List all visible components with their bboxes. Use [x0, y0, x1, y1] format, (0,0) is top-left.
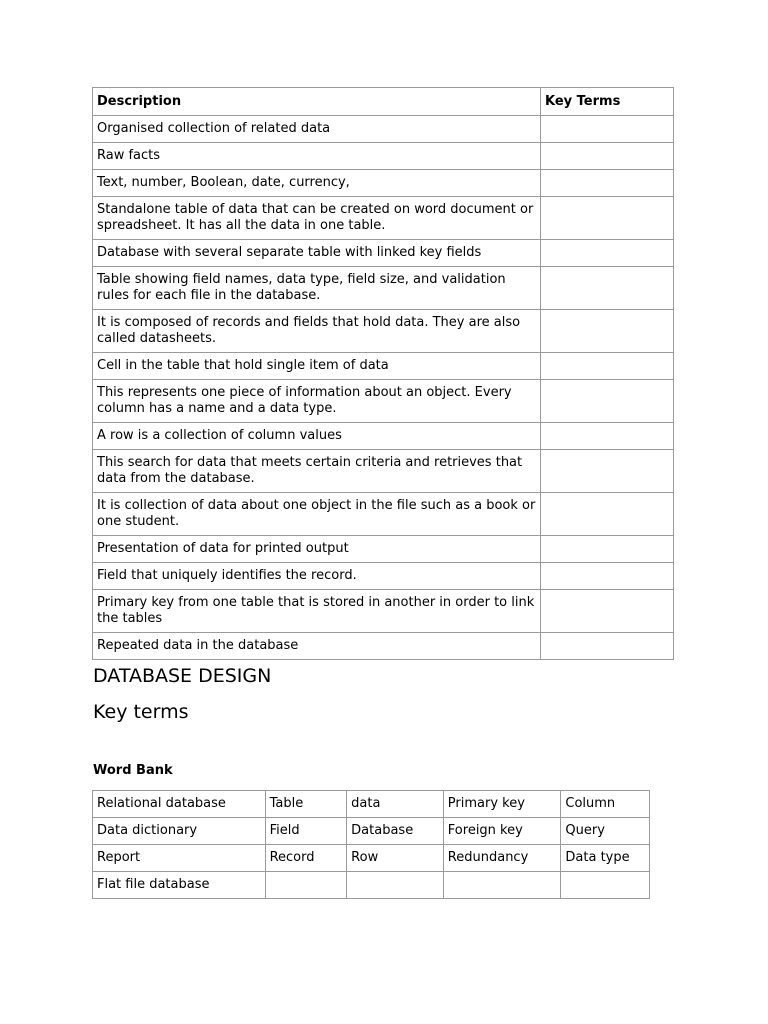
word-bank-row [93, 845, 650, 872]
key-term-cell [541, 380, 674, 423]
word-bank-cell: data [347, 791, 444, 818]
table-row [93, 143, 674, 170]
word-bank-cell: Query [561, 818, 650, 845]
table-row [93, 353, 674, 380]
table-row [93, 380, 674, 423]
word-bank-cell: Table [265, 791, 347, 818]
word-bank-cell: Primary key [443, 791, 561, 818]
word-bank-cell: Relational database [93, 791, 266, 818]
description-cell: It is composed of records and fields that hold data. They are also called datasheets. [93, 310, 541, 353]
key-term-cell [541, 240, 674, 267]
table-row [93, 310, 674, 353]
description-cell: This search for data that meets certain criteria and retrieves that data from the database. [93, 450, 541, 493]
key-term-cell [541, 170, 674, 197]
description-cell: Repeated data in the database [93, 633, 541, 660]
word-bank-cell [265, 872, 347, 899]
word-bank-cell: Column [561, 791, 650, 818]
key-term-cell [541, 590, 674, 633]
description-cell: Text, number, Boolean, date, currency, [93, 170, 541, 197]
word-bank-cell [347, 872, 444, 899]
word-bank-cell [443, 872, 561, 899]
description-cell: Organised collection of related data [93, 116, 541, 143]
word-bank-cell: Redundancy [443, 845, 561, 872]
key-term-cell [541, 633, 674, 660]
word-bank-row [93, 791, 650, 818]
description-cell: This represents one piece of information about an object. Every column has a name and a data type. [93, 380, 541, 423]
description-cell: A row is a collection of column values [93, 423, 541, 450]
key-term-cell [541, 116, 674, 143]
table-row [93, 170, 674, 197]
word-bank-row [93, 818, 650, 845]
table-row [93, 450, 674, 493]
table-row [93, 267, 674, 310]
key-term-cell [541, 536, 674, 563]
description-cell: Database with several separate table with linked key fields [93, 240, 541, 267]
key-term-cell [541, 353, 674, 380]
description-cell: Cell in the table that hold single item of data [93, 353, 541, 380]
document-subtitle: Key terms [93, 701, 189, 723]
word-bank-cell [561, 872, 650, 899]
key-terms-table [92, 87, 674, 660]
description-cell: Primary key from one table that is stored in another in order to link the tables [93, 590, 541, 633]
key-term-cell [541, 423, 674, 450]
description-cell: Presentation of data for printed output [93, 536, 541, 563]
key-term-cell [541, 267, 674, 310]
table-row [93, 493, 674, 536]
word-bank-label: Word Bank [93, 763, 173, 778]
description-header: Description [93, 88, 541, 116]
table-row [93, 423, 674, 450]
table-header-row [93, 88, 674, 116]
key-term-cell [541, 143, 674, 170]
table-row [93, 563, 674, 590]
table-row [93, 240, 674, 267]
key-term-cell [541, 563, 674, 590]
description-cell: Table showing field names, data type, field size, and validation rules for each file in the database. [93, 267, 541, 310]
key-term-cell [541, 310, 674, 353]
word-bank-cell: Database [347, 818, 444, 845]
key-term-cell [541, 197, 674, 240]
word-bank-cell: Record [265, 845, 347, 872]
key-term-cell [541, 450, 674, 493]
word-bank-cell: Foreign key [443, 818, 561, 845]
word-bank-cell: Data type [561, 845, 650, 872]
word-bank-row [93, 872, 650, 899]
table-row [93, 116, 674, 143]
table-row [93, 590, 674, 633]
word-bank-cell: Report [93, 845, 266, 872]
key-term-cell [541, 493, 674, 536]
description-cell: Raw facts [93, 143, 541, 170]
description-cell: Standalone table of data that can be created on word document or spreadsheet. It has all the data in one table. [93, 197, 541, 240]
table-row [93, 633, 674, 660]
key-terms-header: Key Terms [541, 88, 674, 116]
document-title: DATABASE DESIGN [93, 665, 272, 687]
word-bank-table [92, 790, 650, 899]
description-cell: It is collection of data about one object in the file such as a book or one student. [93, 493, 541, 536]
word-bank-cell: Flat file database [93, 872, 266, 899]
word-bank-cell: Row [347, 845, 444, 872]
table-row [93, 197, 674, 240]
table-row [93, 536, 674, 563]
word-bank-cell: Field [265, 818, 347, 845]
word-bank-cell: Data dictionary [93, 818, 266, 845]
description-cell: Field that uniquely identifies the record. [93, 563, 541, 590]
